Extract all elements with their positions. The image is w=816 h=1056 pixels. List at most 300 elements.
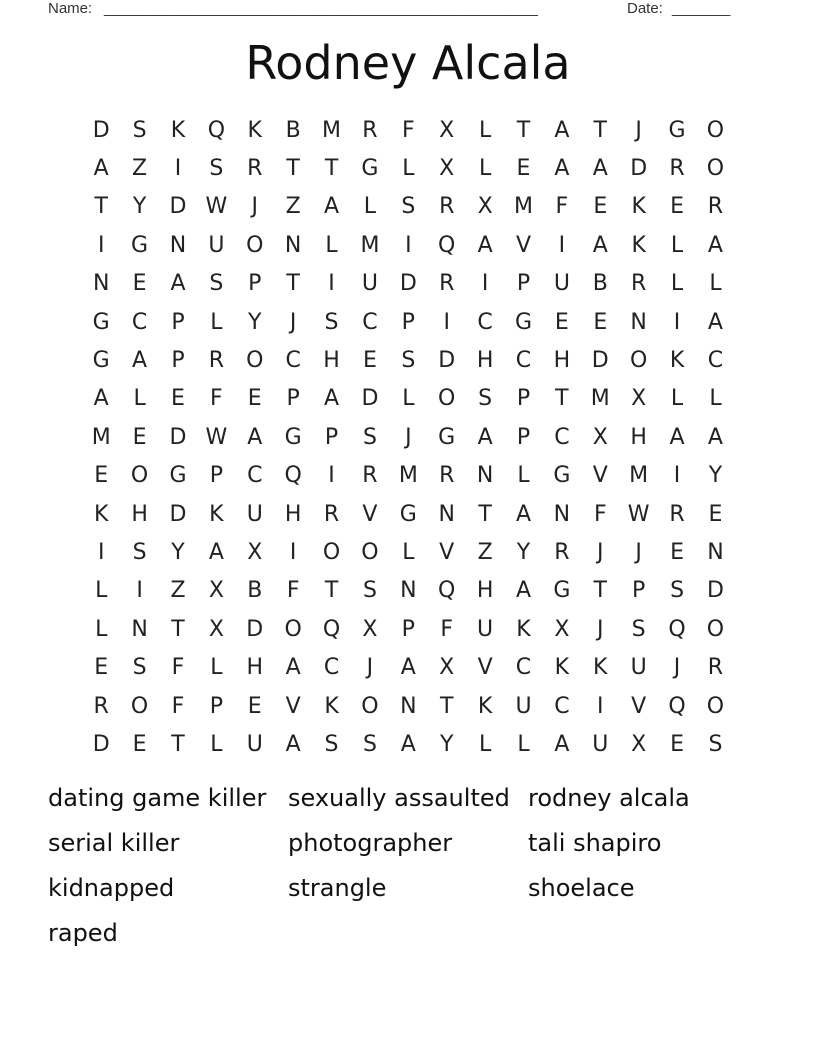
word-bank-item: serial killer bbox=[48, 829, 180, 857]
date-field[interactable]: _______ bbox=[672, 0, 731, 17]
grid-letter[interactable]: V bbox=[439, 539, 455, 565]
grid-letter[interactable]: R bbox=[247, 156, 263, 182]
grid-letter[interactable]: P bbox=[516, 424, 531, 450]
grid-letter[interactable]: P bbox=[516, 386, 531, 412]
grid-letter[interactable]: Z bbox=[285, 194, 301, 220]
grid-letter[interactable]: N bbox=[553, 501, 571, 527]
grid-letter[interactable]: U bbox=[592, 731, 609, 757]
grid-letter[interactable]: H bbox=[553, 348, 571, 374]
grid-letter[interactable]: X bbox=[208, 578, 224, 604]
grid-letter[interactable]: Y bbox=[132, 194, 147, 220]
grid-letter[interactable]: T bbox=[439, 693, 454, 719]
grid-letter[interactable]: S bbox=[478, 386, 493, 412]
letter-grid bbox=[82, 111, 735, 764]
grid-letter[interactable]: O bbox=[706, 693, 725, 719]
grid-letter[interactable]: M bbox=[360, 232, 380, 258]
grid-letter[interactable]: T bbox=[286, 271, 300, 297]
grid-letter[interactable]: D bbox=[361, 386, 379, 412]
grid-letter[interactable]: Y bbox=[171, 539, 185, 565]
grid-letter[interactable]: W bbox=[205, 194, 228, 220]
grid-letter[interactable]: N bbox=[400, 693, 417, 719]
grid-letter[interactable]: K bbox=[247, 117, 262, 143]
grid-letter[interactable]: F bbox=[593, 501, 607, 527]
grid-letter[interactable]: F bbox=[555, 194, 569, 220]
grid-letter[interactable]: J bbox=[597, 616, 604, 642]
grid-letter[interactable]: U bbox=[361, 271, 378, 297]
grid-letter[interactable]: T bbox=[171, 616, 185, 642]
grid-letter[interactable]: C bbox=[285, 348, 301, 374]
grid-letter[interactable]: K bbox=[516, 616, 531, 642]
grid-letter[interactable]: R bbox=[707, 655, 724, 681]
grid-letter[interactable]: S bbox=[132, 117, 147, 143]
grid-letter[interactable]: E bbox=[132, 271, 147, 297]
grid-letter[interactable]: G bbox=[553, 578, 571, 604]
grid-letter[interactable]: R bbox=[362, 117, 378, 143]
grid-letter[interactable]: G bbox=[92, 348, 110, 374]
grid-letter[interactable]: I bbox=[97, 539, 105, 565]
grid-letter[interactable]: F bbox=[210, 386, 223, 412]
grid-letter[interactable]: R bbox=[439, 463, 455, 489]
grid-letter[interactable]: T bbox=[324, 156, 339, 182]
grid-letter[interactable]: P bbox=[286, 386, 300, 412]
grid-letter[interactable]: S bbox=[401, 194, 416, 220]
grid-letter[interactable]: T bbox=[478, 501, 492, 527]
name-label: Name: bbox=[48, 0, 93, 17]
grid-letter[interactable]: S bbox=[209, 156, 224, 182]
name-field[interactable]: ____________________________________________________ bbox=[104, 0, 538, 17]
grid-letter[interactable]: M bbox=[590, 386, 610, 412]
grid-letter[interactable]: O bbox=[706, 117, 725, 143]
grid-letter[interactable]: X bbox=[631, 731, 647, 757]
grid-letter[interactable]: I bbox=[136, 578, 143, 604]
grid-letter[interactable]: E bbox=[670, 194, 684, 220]
grid-letter[interactable]: E bbox=[132, 731, 147, 757]
grid-letter[interactable]: U bbox=[515, 693, 532, 719]
grid-letter[interactable]: V bbox=[477, 655, 493, 681]
date-label: Date: bbox=[627, 0, 663, 17]
grid-letter[interactable]: V bbox=[515, 232, 532, 258]
grid-letter[interactable]: K bbox=[554, 655, 570, 681]
grid-letter[interactable]: O bbox=[706, 156, 725, 182]
grid-letter[interactable]: C bbox=[554, 693, 570, 719]
grid-letter[interactable]: A bbox=[400, 731, 416, 757]
grid-letter[interactable]: X bbox=[439, 655, 455, 681]
grid-letter[interactable]: L bbox=[478, 156, 492, 182]
grid-letter[interactable]: N bbox=[476, 463, 494, 489]
grid-letter[interactable]: L bbox=[709, 271, 722, 297]
grid-letter[interactable]: G bbox=[668, 117, 686, 143]
grid-letter[interactable]: L bbox=[402, 539, 415, 565]
grid-letter[interactable]: E bbox=[593, 309, 608, 335]
grid-letter[interactable]: A bbox=[247, 424, 263, 450]
grid-letter[interactable]: Q bbox=[284, 463, 302, 489]
grid-letter[interactable]: R bbox=[93, 693, 109, 719]
grid-letter[interactable]: O bbox=[284, 616, 302, 642]
grid-letter[interactable]: S bbox=[708, 731, 723, 757]
grid-letter[interactable]: C bbox=[515, 348, 532, 374]
grid-letter[interactable]: N bbox=[131, 616, 148, 642]
grid-letter[interactable]: A bbox=[324, 386, 340, 412]
grid-letter[interactable]: J bbox=[289, 309, 297, 335]
grid-letter[interactable]: S bbox=[209, 271, 224, 297]
grid-letter[interactable]: L bbox=[478, 117, 492, 143]
grid-letter[interactable]: L bbox=[210, 655, 223, 681]
grid-letter[interactable]: P bbox=[248, 271, 262, 297]
grid-letter[interactable]: P bbox=[401, 616, 415, 642]
grid-letter[interactable]: N bbox=[438, 501, 455, 527]
grid-letter[interactable]: O bbox=[130, 693, 149, 719]
grid-letter[interactable]: D bbox=[706, 578, 724, 604]
grid-letter[interactable]: T bbox=[593, 117, 607, 143]
grid-letter[interactable]: H bbox=[131, 501, 148, 527]
grid-letter[interactable]: B bbox=[592, 271, 608, 297]
grid-letter[interactable]: P bbox=[209, 463, 223, 489]
grid-letter[interactable]: R bbox=[707, 194, 724, 220]
grid-letter[interactable]: X bbox=[554, 616, 570, 642]
grid-letter[interactable]: S bbox=[324, 731, 339, 757]
grid-letter[interactable]: P bbox=[632, 578, 646, 604]
grid-letter[interactable]: X bbox=[208, 616, 224, 642]
grid-letter[interactable]: C bbox=[477, 309, 493, 335]
grid-letter[interactable]: D bbox=[399, 271, 417, 297]
grid-letter[interactable]: U bbox=[208, 232, 225, 258]
grid-letter[interactable]: C bbox=[554, 424, 570, 450]
grid-letter[interactable]: M bbox=[398, 463, 418, 489]
grid-letter[interactable]: A bbox=[707, 424, 723, 450]
grid-letter[interactable]: M bbox=[629, 463, 649, 489]
grid-letter[interactable]: A bbox=[554, 731, 570, 757]
grid-letter[interactable]: Z bbox=[132, 156, 148, 182]
grid-letter[interactable]: M bbox=[91, 424, 111, 450]
grid-letter[interactable]: V bbox=[285, 693, 301, 719]
grid-letter[interactable]: I bbox=[481, 271, 489, 297]
grid-letter[interactable]: R bbox=[439, 271, 455, 297]
grid-letter[interactable]: R bbox=[669, 501, 685, 527]
grid-letter[interactable]: N bbox=[707, 539, 724, 565]
grid-letter[interactable]: R bbox=[362, 463, 378, 489]
grid-letter[interactable]: D bbox=[92, 731, 110, 757]
grid-letter[interactable]: A bbox=[208, 539, 224, 565]
grid-letter[interactable]: S bbox=[631, 616, 646, 642]
grid-letter[interactable]: S bbox=[324, 309, 339, 335]
grid-letter[interactable]: L bbox=[95, 616, 108, 642]
grid-letter[interactable]: O bbox=[246, 348, 264, 374]
grid-letter[interactable]: K bbox=[631, 194, 646, 220]
grid-letter[interactable]: P bbox=[401, 309, 415, 335]
grid-letter[interactable]: K bbox=[477, 693, 493, 719]
word-bank-item: rodney alcala bbox=[528, 784, 690, 812]
word-bank bbox=[48, 776, 768, 956]
grid-letter[interactable]: J bbox=[635, 117, 642, 143]
grid-letter[interactable]: I bbox=[289, 539, 297, 565]
grid-letter[interactable]: E bbox=[247, 693, 262, 719]
grid-letter[interactable]: R bbox=[669, 156, 685, 182]
grid-letter[interactable]: G bbox=[284, 424, 302, 450]
grid-letter[interactable]: X bbox=[362, 616, 378, 642]
grid-letter[interactable]: L bbox=[709, 386, 722, 412]
grid-letter[interactable]: L bbox=[210, 309, 223, 335]
grid-letter[interactable]: K bbox=[209, 501, 224, 527]
grid-letter[interactable]: A bbox=[707, 309, 723, 335]
grid-letter[interactable]: P bbox=[324, 424, 339, 450]
grid-letter[interactable]: D bbox=[169, 194, 187, 220]
grid-letter[interactable]: H bbox=[246, 655, 264, 681]
grid-letter[interactable]: L bbox=[95, 578, 108, 604]
grid-letter[interactable]: R bbox=[439, 194, 455, 220]
grid-letter[interactable]: N bbox=[169, 232, 187, 258]
grid-letter[interactable]: L bbox=[517, 463, 530, 489]
grid-letter[interactable]: C bbox=[247, 463, 263, 489]
grid-letter[interactable]: C bbox=[707, 348, 724, 374]
grid-letter[interactable]: I bbox=[97, 232, 105, 258]
grid-letter[interactable]: Q bbox=[668, 693, 686, 719]
grid-letter[interactable]: A bbox=[285, 655, 301, 681]
grid-letter[interactable]: L bbox=[478, 731, 492, 757]
grid-letter[interactable]: S bbox=[362, 731, 377, 757]
grid-letter[interactable]: L bbox=[517, 731, 530, 757]
grid-letter[interactable]: L bbox=[670, 232, 684, 258]
grid-letter[interactable]: D bbox=[246, 616, 264, 642]
grid-letter[interactable]: G bbox=[399, 501, 417, 527]
grid-letter[interactable]: E bbox=[708, 501, 723, 527]
word-bank-item: raped bbox=[48, 919, 118, 947]
grid-letter[interactable]: I bbox=[328, 271, 335, 297]
grid-letter[interactable]: K bbox=[324, 693, 339, 719]
grid-letter[interactable]: K bbox=[631, 232, 646, 258]
grid-letter[interactable]: N bbox=[92, 271, 110, 297]
grid-letter[interactable]: E bbox=[516, 156, 531, 182]
grid-letter[interactable]: E bbox=[132, 424, 147, 450]
grid-letter[interactable]: C bbox=[515, 655, 532, 681]
grid-letter[interactable]: A bbox=[285, 731, 301, 757]
grid-letter[interactable]: N bbox=[400, 578, 417, 604]
grid-letter[interactable]: A bbox=[554, 117, 570, 143]
grid-letter[interactable]: G bbox=[92, 309, 110, 335]
grid-letter[interactable]: D bbox=[169, 424, 187, 450]
grid-letter[interactable]: T bbox=[94, 194, 108, 220]
grid-letter[interactable]: I bbox=[597, 693, 604, 719]
grid-letter[interactable]: J bbox=[673, 655, 681, 681]
grid-letter[interactable]: C bbox=[323, 655, 340, 681]
grid-letter[interactable]: J bbox=[635, 539, 642, 565]
grid-letter[interactable]: J bbox=[597, 539, 604, 565]
grid-letter[interactable]: O bbox=[361, 693, 379, 719]
grid-letter[interactable]: H bbox=[323, 348, 340, 374]
grid-letter[interactable]: E bbox=[670, 539, 684, 565]
grid-letter[interactable]: S bbox=[362, 424, 377, 450]
grid-letter[interactable]: U bbox=[477, 616, 494, 642]
grid-letter[interactable]: X bbox=[592, 424, 608, 450]
grid-letter[interactable]: T bbox=[516, 117, 531, 143]
grid-letter[interactable]: E bbox=[362, 348, 377, 374]
grid-letter[interactable]: J bbox=[405, 424, 412, 450]
grid-letter[interactable]: R bbox=[323, 501, 340, 527]
grid-letter[interactable]: A bbox=[592, 156, 608, 182]
grid-letter[interactable]: V bbox=[631, 693, 647, 719]
grid-letter[interactable]: F bbox=[401, 117, 415, 143]
grid-letter[interactable]: A bbox=[592, 232, 608, 258]
grid-letter[interactable]: H bbox=[284, 501, 302, 527]
grid-letter[interactable]: G bbox=[131, 232, 149, 258]
grid-letter[interactable]: I bbox=[443, 309, 450, 335]
grid-letter[interactable]: S bbox=[670, 578, 685, 604]
grid-letter[interactable]: U bbox=[553, 271, 570, 297]
grid-letter[interactable]: Q bbox=[438, 232, 456, 258]
grid-letter[interactable]: F bbox=[286, 578, 300, 604]
grid-letter[interactable]: B bbox=[285, 117, 301, 143]
grid-letter[interactable]: F bbox=[171, 693, 185, 719]
grid-letter[interactable]: A bbox=[515, 501, 532, 527]
grid-letter[interactable]: E bbox=[247, 386, 262, 412]
grid-letter[interactable]: P bbox=[171, 309, 185, 335]
grid-letter[interactable]: A bbox=[554, 156, 570, 182]
grid-letter[interactable]: K bbox=[593, 655, 608, 681]
grid-letter[interactable]: X bbox=[439, 156, 455, 182]
grid-letter[interactable]: M bbox=[322, 117, 342, 143]
grid-letter[interactable]: D bbox=[92, 117, 110, 143]
grid-letter[interactable]: T bbox=[286, 156, 300, 182]
grid-letter[interactable]: R bbox=[554, 539, 570, 565]
grid-letter[interactable]: L bbox=[363, 194, 377, 220]
grid-letter[interactable]: N bbox=[630, 309, 647, 335]
grid-letter[interactable]: W bbox=[205, 424, 228, 450]
grid-letter[interactable]: E bbox=[94, 463, 109, 489]
grid-letter[interactable]: Q bbox=[668, 616, 686, 642]
grid-letter[interactable]: J bbox=[251, 194, 258, 220]
grid-letter[interactable]: K bbox=[669, 348, 685, 374]
grid-letter[interactable]: A bbox=[93, 156, 109, 182]
grid-letter[interactable]: J bbox=[366, 655, 374, 681]
grid-letter[interactable]: L bbox=[133, 386, 146, 412]
grid-letter[interactable]: A bbox=[515, 578, 532, 604]
grid-letter[interactable]: Y bbox=[248, 309, 262, 335]
grid-letter[interactable]: S bbox=[132, 655, 147, 681]
grid-letter[interactable]: V bbox=[592, 463, 608, 489]
grid-letter[interactable]: P bbox=[171, 348, 185, 374]
grid-letter[interactable]: T bbox=[555, 386, 569, 412]
grid-letter[interactable]: W bbox=[627, 501, 650, 527]
grid-letter[interactable]: L bbox=[325, 232, 338, 258]
grid-letter[interactable]: Q bbox=[322, 616, 341, 642]
grid-letter[interactable]: K bbox=[170, 117, 186, 143]
grid-letter[interactable]: R bbox=[208, 348, 225, 374]
word-bank-item: tali shapiro bbox=[528, 829, 662, 857]
grid-letter[interactable]: T bbox=[593, 578, 607, 604]
grid-letter[interactable]: A bbox=[132, 348, 148, 374]
grid-letter[interactable]: Y bbox=[708, 463, 723, 489]
grid-letter[interactable]: B bbox=[247, 578, 263, 604]
grid-letter[interactable]: X bbox=[247, 539, 263, 565]
grid-letter[interactable]: T bbox=[324, 578, 339, 604]
grid-letter[interactable]: L bbox=[670, 271, 684, 297]
grid-letter[interactable]: Z bbox=[477, 539, 493, 565]
grid-letter[interactable]: A bbox=[324, 194, 340, 220]
grid-letter[interactable]: N bbox=[284, 232, 302, 258]
grid-letter[interactable]: S bbox=[401, 348, 416, 374]
grid-letter[interactable]: D bbox=[169, 501, 187, 527]
grid-letter[interactable]: D bbox=[438, 348, 456, 374]
grid-letter[interactable]: R bbox=[631, 271, 647, 297]
grid-letter[interactable]: G bbox=[514, 309, 533, 335]
grid-letter[interactable]: A bbox=[477, 232, 493, 258]
grid-letter[interactable]: I bbox=[673, 463, 681, 489]
grid-letter[interactable]: A bbox=[477, 424, 493, 450]
grid-letter[interactable]: O bbox=[322, 539, 341, 565]
grid-letter[interactable]: D bbox=[630, 156, 648, 182]
grid-letter[interactable]: Y bbox=[516, 539, 531, 565]
grid-letter[interactable]: M bbox=[514, 194, 533, 220]
grid-letter[interactable]: A bbox=[669, 424, 685, 450]
grid-letter[interactable]: L bbox=[402, 386, 415, 412]
grid-letter[interactable]: A bbox=[93, 386, 109, 412]
grid-letter[interactable]: T bbox=[171, 731, 185, 757]
grid-letter[interactable]: E bbox=[670, 731, 684, 757]
grid-letter[interactable]: S bbox=[132, 539, 147, 565]
grid-letter[interactable]: L bbox=[210, 731, 223, 757]
grid-letter[interactable]: F bbox=[440, 616, 454, 642]
grid-letter[interactable]: A bbox=[170, 271, 186, 297]
grid-letter[interactable]: Z bbox=[170, 578, 186, 604]
grid-letter[interactable]: V bbox=[362, 501, 378, 527]
grid-letter[interactable]: G bbox=[438, 424, 456, 450]
grid-letter[interactable]: P bbox=[209, 693, 223, 719]
grid-letter[interactable]: P bbox=[516, 271, 531, 297]
grid-letter[interactable]: I bbox=[558, 232, 566, 258]
grid-letter[interactable]: I bbox=[673, 309, 681, 335]
grid-letter[interactable]: O bbox=[246, 232, 264, 258]
grid-letter[interactable]: G bbox=[553, 463, 571, 489]
grid-letter[interactable]: U bbox=[246, 501, 263, 527]
grid-letter[interactable]: E bbox=[94, 655, 109, 681]
grid-letter[interactable]: O bbox=[630, 348, 648, 374]
grid-letter[interactable]: C bbox=[131, 309, 148, 335]
grid-letter[interactable]: O bbox=[361, 539, 379, 565]
grid-letter[interactable]: L bbox=[402, 156, 415, 182]
grid-letter[interactable]: S bbox=[362, 578, 377, 604]
grid-letter[interactable]: X bbox=[439, 117, 455, 143]
grid-letter[interactable]: O bbox=[130, 463, 149, 489]
grid-letter[interactable]: U bbox=[246, 731, 263, 757]
grid-letter[interactable]: E bbox=[554, 309, 569, 335]
grid-letter[interactable]: G bbox=[361, 156, 379, 182]
grid-letter[interactable]: L bbox=[670, 386, 684, 412]
grid-letter[interactable]: A bbox=[400, 655, 416, 681]
word-bank-item: dating game killer bbox=[48, 784, 267, 812]
grid-letter[interactable]: Y bbox=[439, 731, 454, 757]
grid-letter[interactable]: Q bbox=[207, 117, 226, 143]
grid-letter[interactable]: Q bbox=[438, 578, 456, 604]
grid-letter[interactable]: H bbox=[630, 424, 647, 450]
grid-letter[interactable]: F bbox=[171, 655, 185, 681]
grid-letter[interactable]: O bbox=[706, 616, 725, 642]
grid-letter[interactable]: D bbox=[591, 348, 609, 374]
grid-letter[interactable]: X bbox=[477, 194, 493, 220]
grid-letter[interactable]: X bbox=[631, 386, 647, 412]
grid-letter[interactable]: A bbox=[707, 232, 723, 258]
grid-letter[interactable]: U bbox=[630, 655, 647, 681]
grid-letter[interactable]: K bbox=[93, 501, 109, 527]
grid-letter[interactable]: E bbox=[593, 194, 608, 220]
grid-letter[interactable]: I bbox=[328, 463, 335, 489]
grid-letter[interactable]: E bbox=[171, 386, 185, 412]
grid-letter[interactable]: H bbox=[476, 348, 494, 374]
grid-letter[interactable]: C bbox=[362, 309, 378, 335]
grid-letter[interactable]: I bbox=[405, 232, 412, 258]
grid-letter[interactable]: I bbox=[174, 156, 182, 182]
grid-letter[interactable]: O bbox=[438, 386, 456, 412]
grid-letter[interactable]: G bbox=[169, 463, 187, 489]
grid-letter[interactable]: H bbox=[476, 578, 494, 604]
